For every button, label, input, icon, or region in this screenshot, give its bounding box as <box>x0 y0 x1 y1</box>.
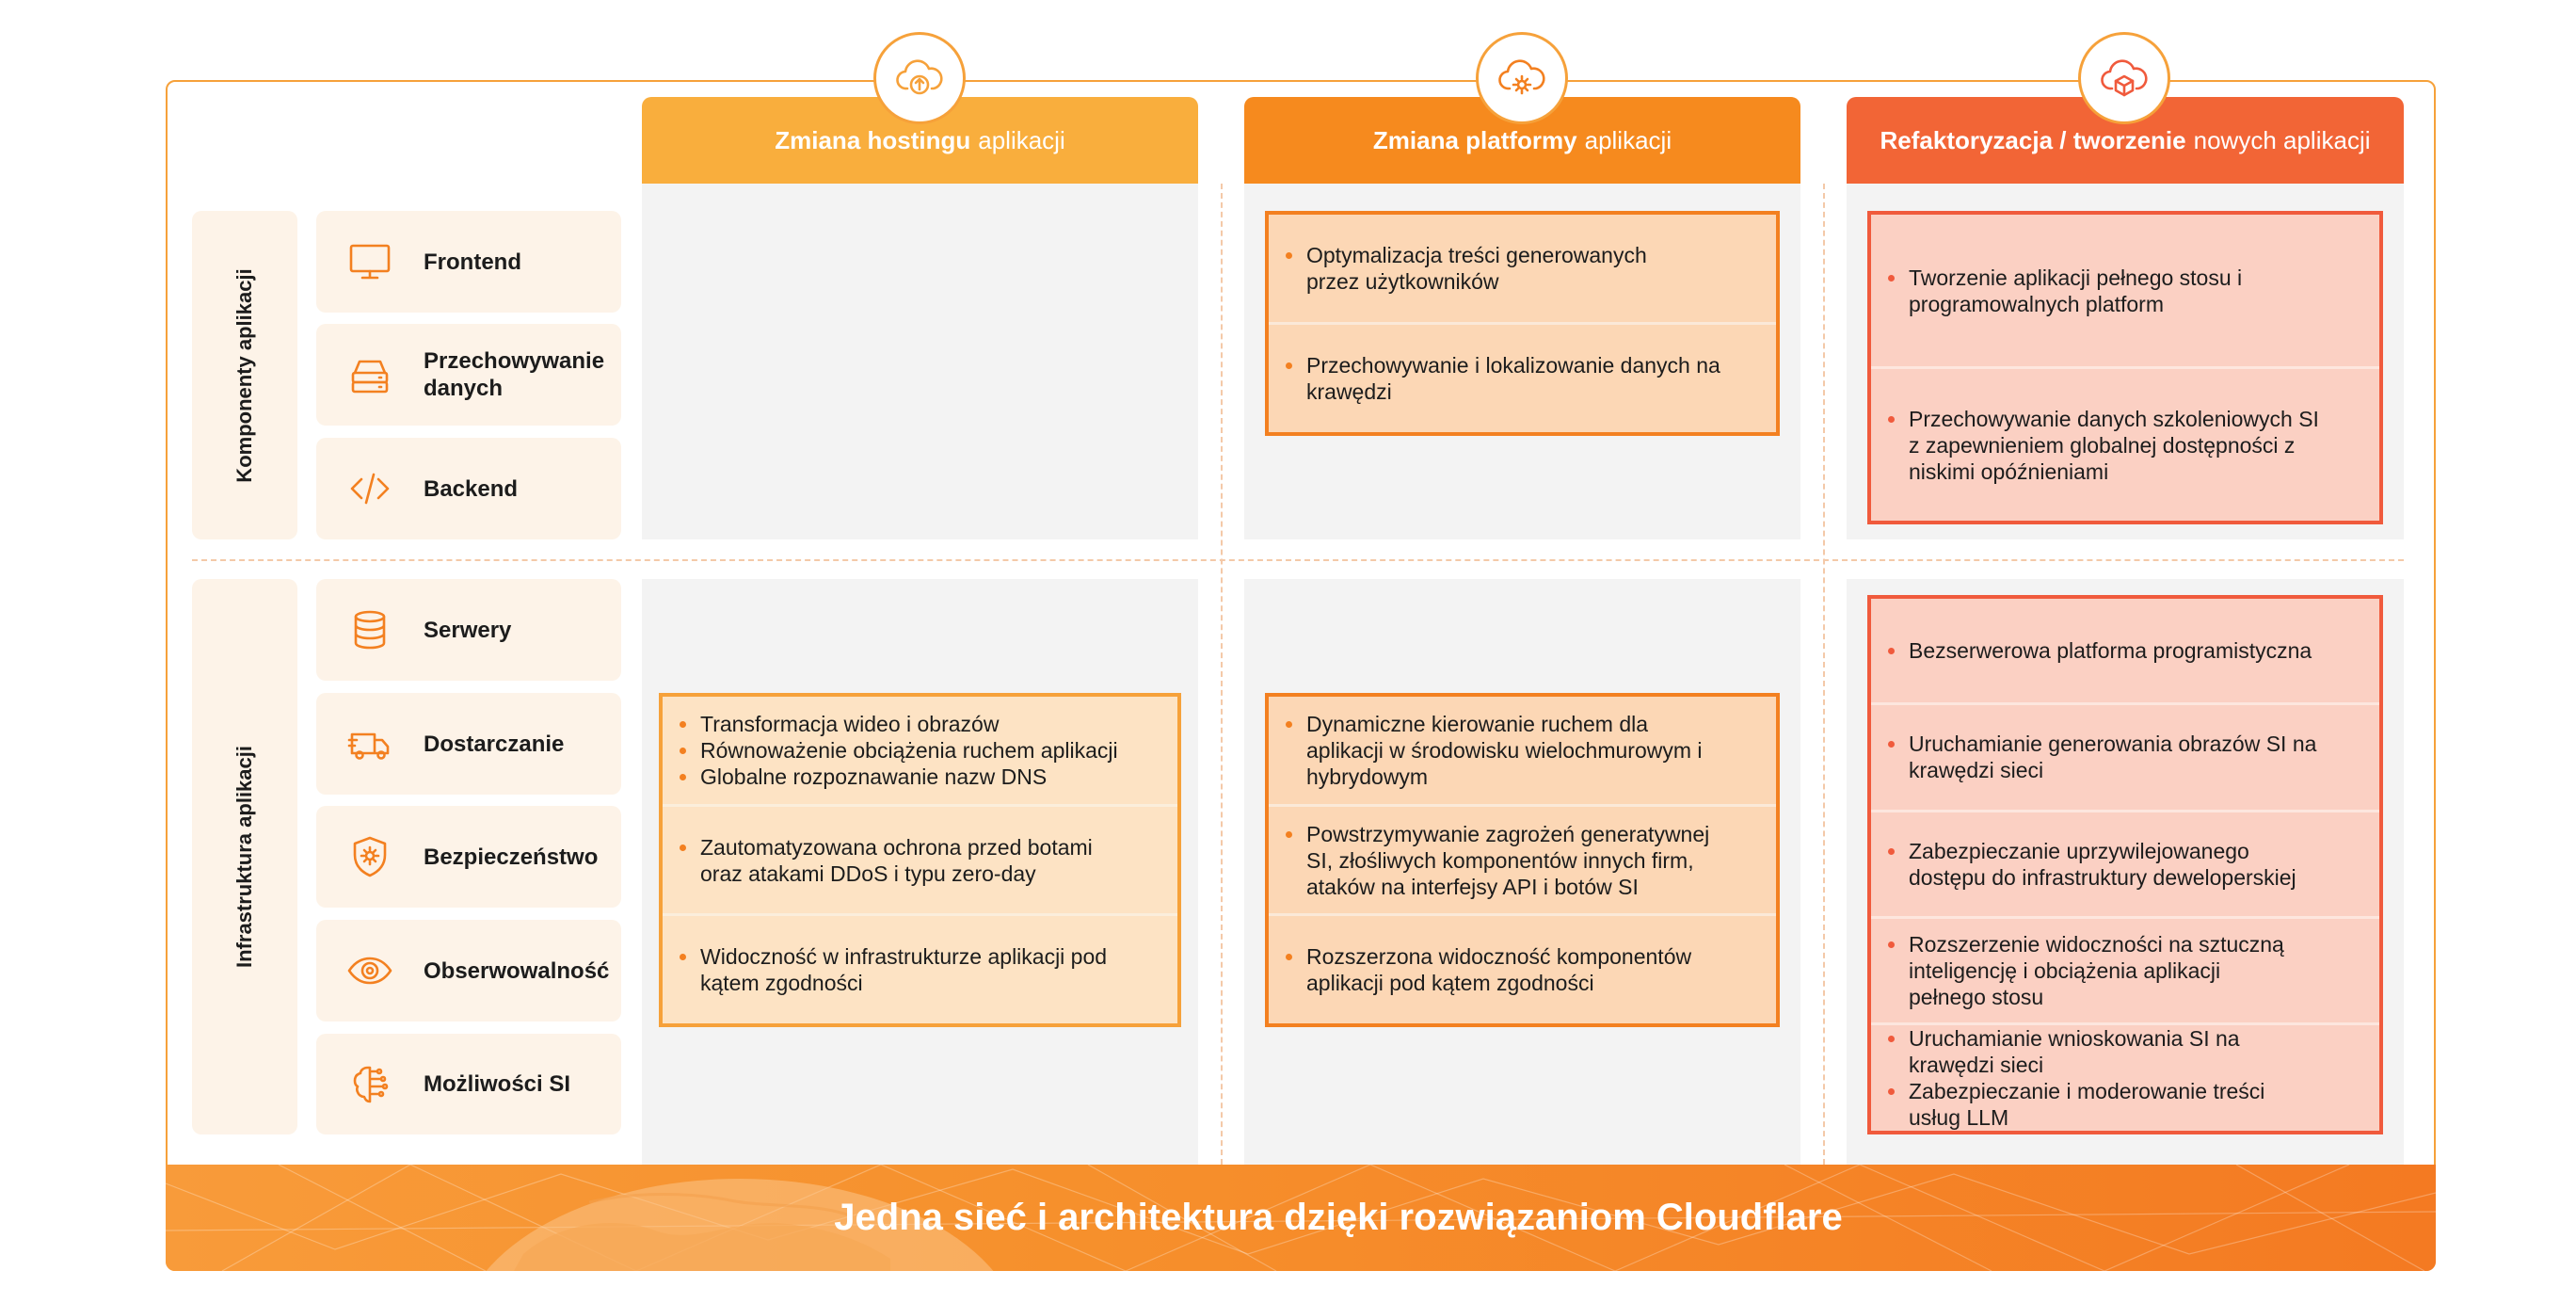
row-label: Bezpieczeństwo <box>424 844 599 870</box>
components-box-replatform <box>1265 211 1780 436</box>
bullet-line: przez użytkowników <box>1306 269 1499 294</box>
box-cell <box>1269 697 1776 804</box>
bullet-line: kątem zgodności <box>700 971 863 996</box>
box-cell <box>1871 916 2379 1022</box>
bullet-line: Dynamiczne kierowanie ruchem dla <box>1306 711 1649 736</box>
footer-banner <box>166 1165 2436 1271</box>
group-label-text: Infrastruktura aplikacji <box>232 746 256 968</box>
components-box-refactor <box>1867 211 2383 524</box>
cloud-upload-icon <box>894 53 945 104</box>
bullet-line: SI, złośliwych komponentów innych firm, <box>1306 847 1694 873</box>
bullet-item <box>1306 821 1757 900</box>
column-header-normal: aplikacji <box>1584 125 1672 154</box>
bullet-line: oraz atakami DDoS i typu zero-day <box>700 861 1036 886</box>
code-icon <box>347 466 392 511</box>
box-cell <box>1269 215 1776 322</box>
column-1-components-bg <box>642 184 1198 539</box>
box-cell <box>1269 322 1776 432</box>
row-storage <box>316 324 621 426</box>
bullet-item <box>1909 1025 2360 1078</box>
cloud-gear-icon <box>1496 53 1547 104</box>
box-cell <box>1871 810 2379 916</box>
column-header-normal: aplikacji <box>978 125 1065 154</box>
bullet-line: Przechowywanie i lokalizowanie danych na <box>1306 353 1720 378</box>
truck-icon <box>347 721 392 766</box>
row-ai <box>316 1034 621 1134</box>
bullet-item <box>1909 265 2360 317</box>
bullet-line: aplikacji pod kątem zgodności <box>1306 971 1594 996</box>
box-cell <box>1871 366 2379 521</box>
bullet-line: Transformacja wideo i obrazów <box>700 711 1000 736</box>
box-cell <box>663 913 1177 1023</box>
bullet-item <box>700 943 1159 996</box>
box-cell <box>663 804 1177 914</box>
bullet-item <box>700 764 1159 790</box>
row-delivery <box>316 693 621 795</box>
row-label: Serwery <box>424 617 512 643</box>
bullet-line: usług LLM <box>1909 1105 2009 1130</box>
bullet-item <box>700 737 1159 764</box>
row-label: Obserwowalność <box>424 957 610 984</box>
bullet-line: Widoczność w infrastrukturze aplikacji pod <box>700 944 1108 970</box>
bullet-item <box>1909 406 2360 485</box>
row-label: Przechowywanie danych <box>424 348 605 401</box>
column-header-bold: Zmiana platformy <box>1372 125 1577 154</box>
column-header-bold: Refaktoryzacja / tworzenie <box>1880 125 2186 154</box>
bullet-item <box>1306 943 1757 996</box>
column-header-normal: nowych aplikacji <box>2193 125 2371 154</box>
bullet-line: hybrydowym <box>1306 764 1429 789</box>
row-label: Frontend <box>424 249 521 275</box>
bullet-line: dostępu do infrastruktury deweloperskiej <box>1909 864 2296 890</box>
cloud-upload-icon-badge <box>873 32 966 124</box>
row-label: Backend <box>424 475 519 502</box>
box-cell <box>1269 804 1776 914</box>
infrastructure-box-rehost <box>659 693 1181 1027</box>
box-cell <box>1871 599 2379 702</box>
bullet-item <box>1909 838 2360 891</box>
bullet-line: Globalne rozpoznawanie nazw DNS <box>700 764 1048 789</box>
box-cell <box>1871 215 2379 366</box>
box-cell <box>1871 702 2379 809</box>
bullet-item <box>1306 352 1757 405</box>
cloud-box-icon <box>2099 53 2150 104</box>
monitor-icon <box>347 239 392 284</box>
bullet-line: Rozszerzona widoczność komponentów <box>1306 944 1692 970</box>
bullet-line: niskimi opóźnieniami <box>1909 458 2109 484</box>
section-separator <box>192 559 2404 561</box>
row-label: Dostarczanie <box>424 731 565 757</box>
box-cell <box>1269 913 1776 1023</box>
row-security <box>316 806 621 908</box>
bullet-line: Optymalizacja treści generowanych <box>1306 243 1647 267</box>
brain-icon <box>347 1062 392 1107</box>
column-header-bold: Zmiana hostingu <box>775 125 971 154</box>
row-servers <box>316 579 621 681</box>
cloud-gear-icon-badge <box>1476 32 1568 124</box>
column-separator <box>1823 184 1825 1165</box>
bullet-line: Tworzenie aplikacji pełnego stosu i <box>1909 265 2243 290</box>
bullet-item <box>700 834 1159 887</box>
bullet-item <box>1909 1078 2360 1131</box>
bullet-line: Rozszerzenie widoczności na sztuczną <box>1909 931 2284 957</box>
bullet-line: z zapewnieniem globalnej dostępności z <box>1909 432 2296 458</box>
bullet-line: krawędzi sieci <box>1909 758 2044 783</box>
bullet-line: Zautomatyzowana ochrona przed botami <box>700 834 1093 860</box>
bullet-line: Uruchamianie generowania obrazów SI na <box>1909 732 2317 757</box>
bullet-item <box>700 711 1159 737</box>
infrastructure-box-refactor <box>1867 595 2383 1134</box>
bullet-line: Zabezpieczanie i moderowanie treści <box>1909 1079 2265 1103</box>
bullet-item <box>1306 242 1757 295</box>
bullet-line: Równoważenie obciążenia ruchem aplikacji <box>700 737 1118 763</box>
bullet-line: programowalnych platform <box>1909 291 2165 316</box>
row-backend <box>316 438 621 539</box>
group-label-app-components <box>192 211 297 539</box>
row-frontend <box>316 211 621 313</box>
bullet-item <box>1306 711 1757 790</box>
eye-icon <box>347 948 392 993</box>
bullet-line: inteligencję i obciążenia aplikacji <box>1909 957 2221 983</box>
cloud-box-icon-badge <box>2078 32 2170 124</box>
shield-gear-icon <box>347 834 392 879</box>
bullet-line: krawędzi sieci <box>1909 1053 2044 1077</box>
bullet-line: ataków na interfejsy API i botów SI <box>1306 874 1639 899</box>
bullet-line: Uruchamianie wnioskowania SI na <box>1909 1026 2240 1051</box>
storage-icon <box>347 352 392 397</box>
bullet-item <box>1909 731 2360 783</box>
box-cell <box>663 697 1177 804</box>
group-label-app-infrastructure <box>192 579 297 1134</box>
bullet-line: Przechowywanie danych szkoleniowych SI <box>1909 406 2319 431</box>
group-label-text: Komponenty aplikacji <box>232 267 256 483</box>
bullet-item <box>1909 637 2360 664</box>
footer-title: Jedna sieć i architektura dzięki rozwiązaniom Cloudflare <box>834 1197 1843 1238</box>
bullet-line: Zabezpieczanie uprzywilejowanego <box>1909 838 2249 863</box>
row-observability <box>316 920 621 1021</box>
database-icon <box>347 607 392 652</box>
bullet-line: Bezserwerowa platforma programistyczna <box>1909 638 2312 664</box>
row-label: Możliwości SI <box>424 1071 571 1097</box>
bullet-line: aplikacji w środowisku wielochmurowym i <box>1306 737 1703 763</box>
bullet-line: pełnego stosu <box>1909 984 2044 1009</box>
bullet-item <box>1909 931 2360 1010</box>
bullet-line: krawędzi <box>1306 379 1392 404</box>
infrastructure-box-replatform <box>1265 693 1780 1027</box>
bullet-line: Powstrzymywanie zagrożeń generatywnej <box>1306 821 1710 846</box>
column-separator <box>1221 184 1223 1165</box>
box-cell <box>1871 1022 2379 1131</box>
